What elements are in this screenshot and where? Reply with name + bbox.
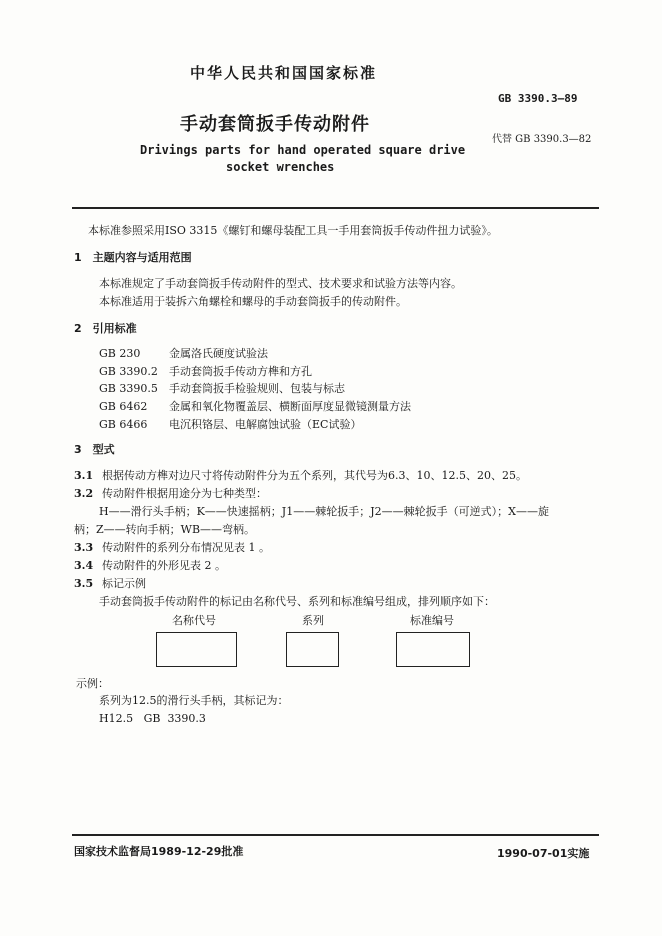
- clause-3-1: [74, 469, 527, 483]
- box-label-series: 系列: [302, 614, 324, 627]
- national-standard-heading: 中华人民共和国国家标准: [190, 64, 378, 82]
- example-line-1: 系列为12.5的滑行头手柄，其标记为：: [99, 694, 289, 707]
- header-rule: [72, 207, 599, 209]
- example-line-2: H12.5 GB 3390.3: [99, 712, 206, 725]
- reference-code: GB 3390.2: [99, 365, 158, 378]
- clause-3-3: [74, 541, 270, 555]
- replaces-note: 代替 GB 3390.3—82: [492, 134, 592, 145]
- clause-number: 3.3: [74, 541, 94, 554]
- reference-title: 电沉积铬层、电解腐蚀试验（EC试验）: [169, 418, 362, 431]
- section3-heading: 3 型式: [74, 443, 115, 456]
- reference-code: GB 6466: [99, 418, 148, 431]
- clause-number: 3.2: [74, 487, 94, 500]
- intro-paragraph: 本标准参照采用ISO 3315《螺钉和螺母装配工具一手用套筒扳手传动件扭力试验》。: [88, 224, 498, 237]
- implementation-date: 1990-07-01实施: [497, 847, 590, 860]
- reference-title: 手动套筒扳手检验规则、包装与标志: [169, 382, 345, 395]
- section1-paragraph-2: 本标准适用于装拆六角螺栓和螺母的手动套筒扳手的传动附件。: [99, 295, 407, 308]
- reference-item: [99, 365, 312, 379]
- section2-heading: 2 引用标准: [74, 322, 137, 335]
- clause-3-4: [74, 559, 226, 573]
- reference-title: 手动套筒扳手传动方榫和方孔: [169, 365, 312, 378]
- section1-paragraph-1: 本标准规定了手动套筒扳手传动附件的型式、技术要求和试验方法等内容。: [99, 277, 462, 290]
- clause-number: 3.1: [74, 469, 94, 482]
- clause-text: 传动附件的外形见表 2 。: [102, 559, 226, 572]
- title-cn: 手动套筒扳手传动附件: [180, 114, 370, 135]
- reference-code: GB 6462: [99, 400, 148, 413]
- clause-3-2-types-line2: 柄；Z——转向手柄；WB——弯柄。: [74, 523, 256, 536]
- reference-item: [99, 382, 345, 396]
- footer-rule: [72, 834, 599, 836]
- reference-item: [99, 400, 411, 414]
- reference-title: 金属和氧化物覆盖层、横断面厚度显微镜测量方法: [169, 400, 411, 413]
- clause-number: 3.4: [74, 559, 94, 572]
- reference-code: GB 230: [99, 347, 141, 360]
- clause-text: 根据传动方榫对边尺寸将传动附件分为五个系列，其代号为6.3、10、12.5、20、25。: [102, 469, 527, 482]
- clause-3-2-types-line1: H——滑行头手柄；K——快速摇柄；J1——棘轮扳手；J2——棘轮扳手（可逆式）；X——旋: [99, 505, 549, 518]
- standard-code: GB 3390.3—89: [498, 92, 578, 105]
- clause-text: 传动附件的系列分布情况见表 1 。: [102, 541, 270, 554]
- reference-item: [99, 347, 268, 361]
- box-label-standard-number: 标准编号: [410, 614, 454, 627]
- section1-heading: 1 主题内容与适用范围: [74, 251, 192, 264]
- clause-text: 传动附件根据用途分为七种类型：: [102, 487, 267, 500]
- box-name-code: [156, 632, 237, 667]
- clause-number: 3.5: [74, 577, 94, 590]
- example-label: 示例：: [76, 677, 109, 690]
- title-en-line2: socket wrenches: [226, 160, 335, 174]
- clause-3-5: [74, 577, 146, 591]
- clause-text: 标记示例: [102, 577, 146, 590]
- box-standard-number: [396, 632, 470, 667]
- title-en-line1: Drivings parts for hand operated square drive: [140, 143, 466, 157]
- clause-3-2: [74, 487, 267, 501]
- approval-date: 国家技术监督局1989-12-29批准: [74, 845, 244, 858]
- reference-code: GB 3390.5: [99, 382, 158, 395]
- box-series: [286, 632, 339, 667]
- reference-item: [99, 418, 361, 432]
- clause-3-5-description: 手动套筒扳手传动附件的标记由名称代号、系列和标准编号组成，排列顺序如下：: [99, 595, 495, 608]
- reference-title: 金属洛氏硬度试验法: [169, 347, 268, 360]
- box-label-name-code: 名称代号: [172, 614, 216, 627]
